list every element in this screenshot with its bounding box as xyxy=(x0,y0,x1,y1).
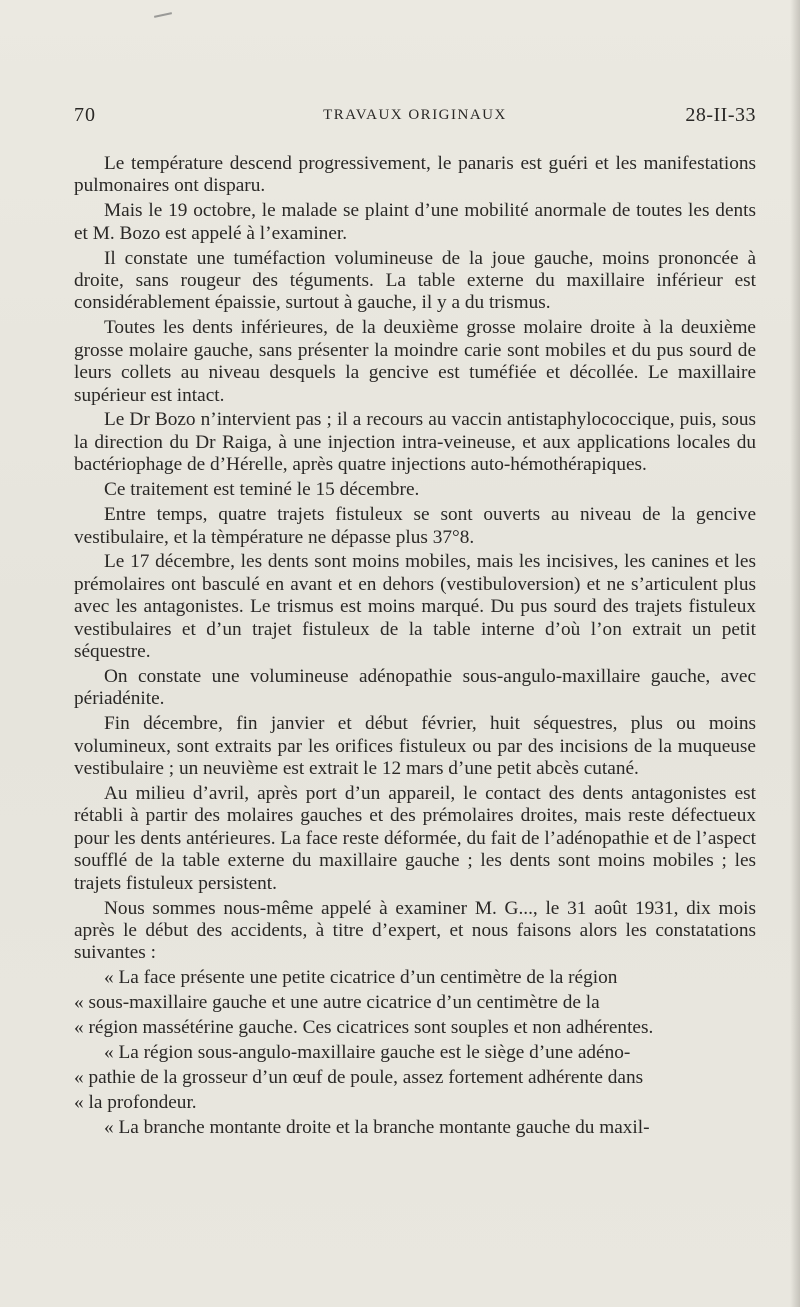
paragraph: On constate une volumineuse adénopathie sous-angulo-maxillaire gauche, avec périadénite. xyxy=(74,665,756,710)
page-number: 70 xyxy=(74,104,96,126)
ink-mark xyxy=(154,12,172,18)
paragraph: Toutes les dents inférieures, de la deuxième grosse molaire droite à la deuxième grosse molaire gauche, sans présenter la moindre carie sont mobiles et du pus sourd de leurs collets au niveau desquels la gencive est tuméfiée et décollée. Le maxillaire supérieur est intact. xyxy=(74,317,756,406)
paragraph: Fin décembre, fin janvier et début février, huit séquestres, plus ou moins volumineux, sont extraits par les orifices fistuleux ou par des incisions de la muqueuse vestibulaire ; un neuvième est extrait le 12 mars d’une petit abcès cutané. xyxy=(74,713,756,780)
quote-line: « La face présente une petite cicatrice d’un centimètre de la région xyxy=(104,967,618,989)
paragraph: Le Dr Bozo n’intervient pas ; il a recours au vaccin antistaphylococcique, puis, sous la direction du Dr Raiga, à une injection intra-veineuse, et aux applications locales du bactériophage de d’Hérelle, après quatre injections auto-hémothérapiques. xyxy=(74,409,756,476)
paragraph: Au milieu d’avril, après port d’un appareil, le contact des dents antagonistes est rétabli à partir des molaires gauches et des prémolaires droites, mais reste défectueux pour les dents antérieures. La face reste déformée, du fait de l’adénopathie et de l’aspect soufflé de la table externe du maxillaire gauche ; les dents sont moins mobiles ; les trajets fistuleux persistent. xyxy=(74,782,756,894)
running-title: TRAVAUX ORIGINAUX xyxy=(323,107,507,123)
running-header xyxy=(74,104,756,132)
quote-line: « La branche montante droite et la branche montante gauche du maxil- xyxy=(104,1116,650,1138)
paragraph: Mais le 19 octobre, le malade se plaint d’une mobilité anormale de toutes les dents et M. Bozo est appelé à l’examiner. xyxy=(74,200,756,244)
quote-line: « région massétérine gauche. Ces cicatrices sont souples et non adhérentes. xyxy=(74,1017,654,1039)
quote-line: « la profondeur. xyxy=(74,1091,197,1113)
page-edge-shadow xyxy=(790,0,800,1307)
paragraph: Le 17 décembre, les dents sont moins mobiles, mais les incisives, les canines et les prémolaires ont basculé en avant et en dehors (vestibuloversion) et ne s’articulent plus avec les antagonistes. Le trismus est moins marqué. Du pus sourd des trajets fistuleux vestibulaires et d’un trajet fistuleux de la table interne d’où l’on extrait un petit séquestre. xyxy=(74,551,756,663)
expert-quote xyxy=(74,967,756,1139)
paragraph: Le température descend progressivement, le panaris est guéri et les manifestations pulmonaires ont disparu. xyxy=(74,153,756,197)
paragraph: Il constate une tuméfaction volumineuse de la joue gauche, moins prononcée à droite, sans rougeur des téguments. La table externe du maxillaire inférieur est considérablement épaissie, surtout à gauche, il y a du trismus. xyxy=(74,247,756,314)
quote-line: « pathie de la grosseur d’un œuf de poule, assez fortement adhérente dans xyxy=(74,1066,644,1088)
issue-date: 28-II-33 xyxy=(685,104,756,126)
article-body xyxy=(74,153,756,1142)
paragraph: Ce traitement est teminé le 15 décembre. xyxy=(104,479,420,501)
paragraph: Entre temps, quatre trajets fistuleux se sont ouverts au niveau de la gencive vestibulaire, et la tèmpérature ne dépasse plus 37°8. xyxy=(74,504,756,548)
paragraph: Nous sommes nous-même appelé à examiner M. G..., le 31 août 1931, dix mois après le début des accidents, à titre d’expert, et nous faisons alors les constatations suivantes : xyxy=(74,897,756,964)
quote-line: « sous-maxillaire gauche et une autre cicatrice d’un centimètre de la xyxy=(74,992,600,1014)
quote-line: « La région sous-angulo-maxillaire gauche est le siège d’une adéno- xyxy=(104,1041,631,1063)
